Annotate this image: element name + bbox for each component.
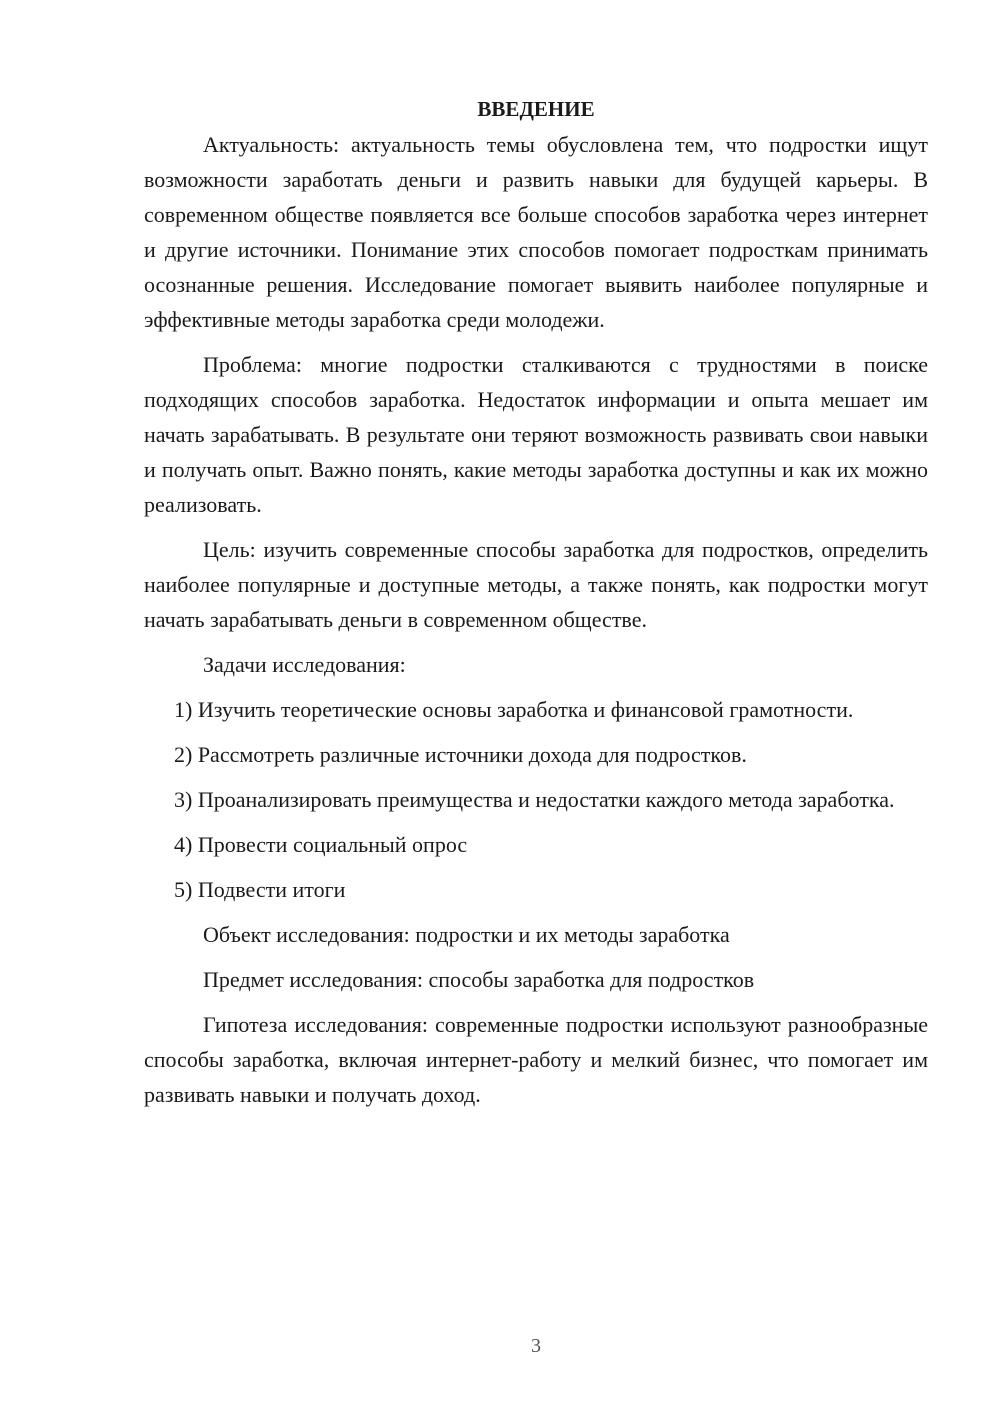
tasks-heading: Задачи исследования:	[203, 652, 406, 677]
section-title: ВВЕДЕНИЕ	[477, 97, 595, 121]
task-item-3: 3) Проанализировать преимущества и недостатки каждого метода заработка.	[174, 787, 895, 812]
task-item-4: 4) Провести социальный опрос	[174, 832, 468, 857]
goal-paragraph: Цель: изучить современные способы заработка для подростков, определить наиболее популярные и доступные методы, а также понять, как подростки могут начать зарабатывать деньги в современном обществе.	[144, 537, 928, 632]
page-number: 3	[531, 1335, 541, 1357]
research-subject: Предмет исследования: способы заработка для подростков	[203, 967, 755, 992]
relevance-paragraph: Актуальность: актуальность темы обусловлена тем, что подростки ищут возможности заработать деньги и развить навыки для будущей карьеры. В современном обществе появляется все больше способов заработка через интернет и другие источники. Понимание этих способов помогает подросткам принимать осознанные решения. Исследование помогает выявить наиболее популярные и эффективные методы заработка среди молодежи.	[144, 132, 928, 332]
research-hypothesis: Гипотеза исследования: современные подростки используют разнообразные способы заработка, включая интернет-работу и мелкий бизнес, что помогает им развивать навыки и получать доход.	[144, 1012, 928, 1107]
problem-paragraph: Проблема: многие подростки сталкиваются с трудностями в поиске подходящих способов заработка. Недостаток информации и опыта мешает им начать зарабатывать. В результате они теряют возможность развивать свои навыки и получать опыт. Важно понять, какие методы заработка доступны и как их можно реализовать.	[144, 352, 928, 517]
task-item-5: 5) Подвести итоги	[174, 877, 346, 902]
research-object: Объект исследования: подростки и их методы заработка	[203, 922, 730, 947]
page-content	[144, 92, 928, 1122]
task-item-1: 1) Изучить теоретические основы заработка и финансовой грамотности.	[174, 697, 854, 722]
task-item-2: 2) Рассмотреть различные источники дохода для подростков.	[174, 742, 747, 767]
tasks-list	[144, 692, 928, 907]
